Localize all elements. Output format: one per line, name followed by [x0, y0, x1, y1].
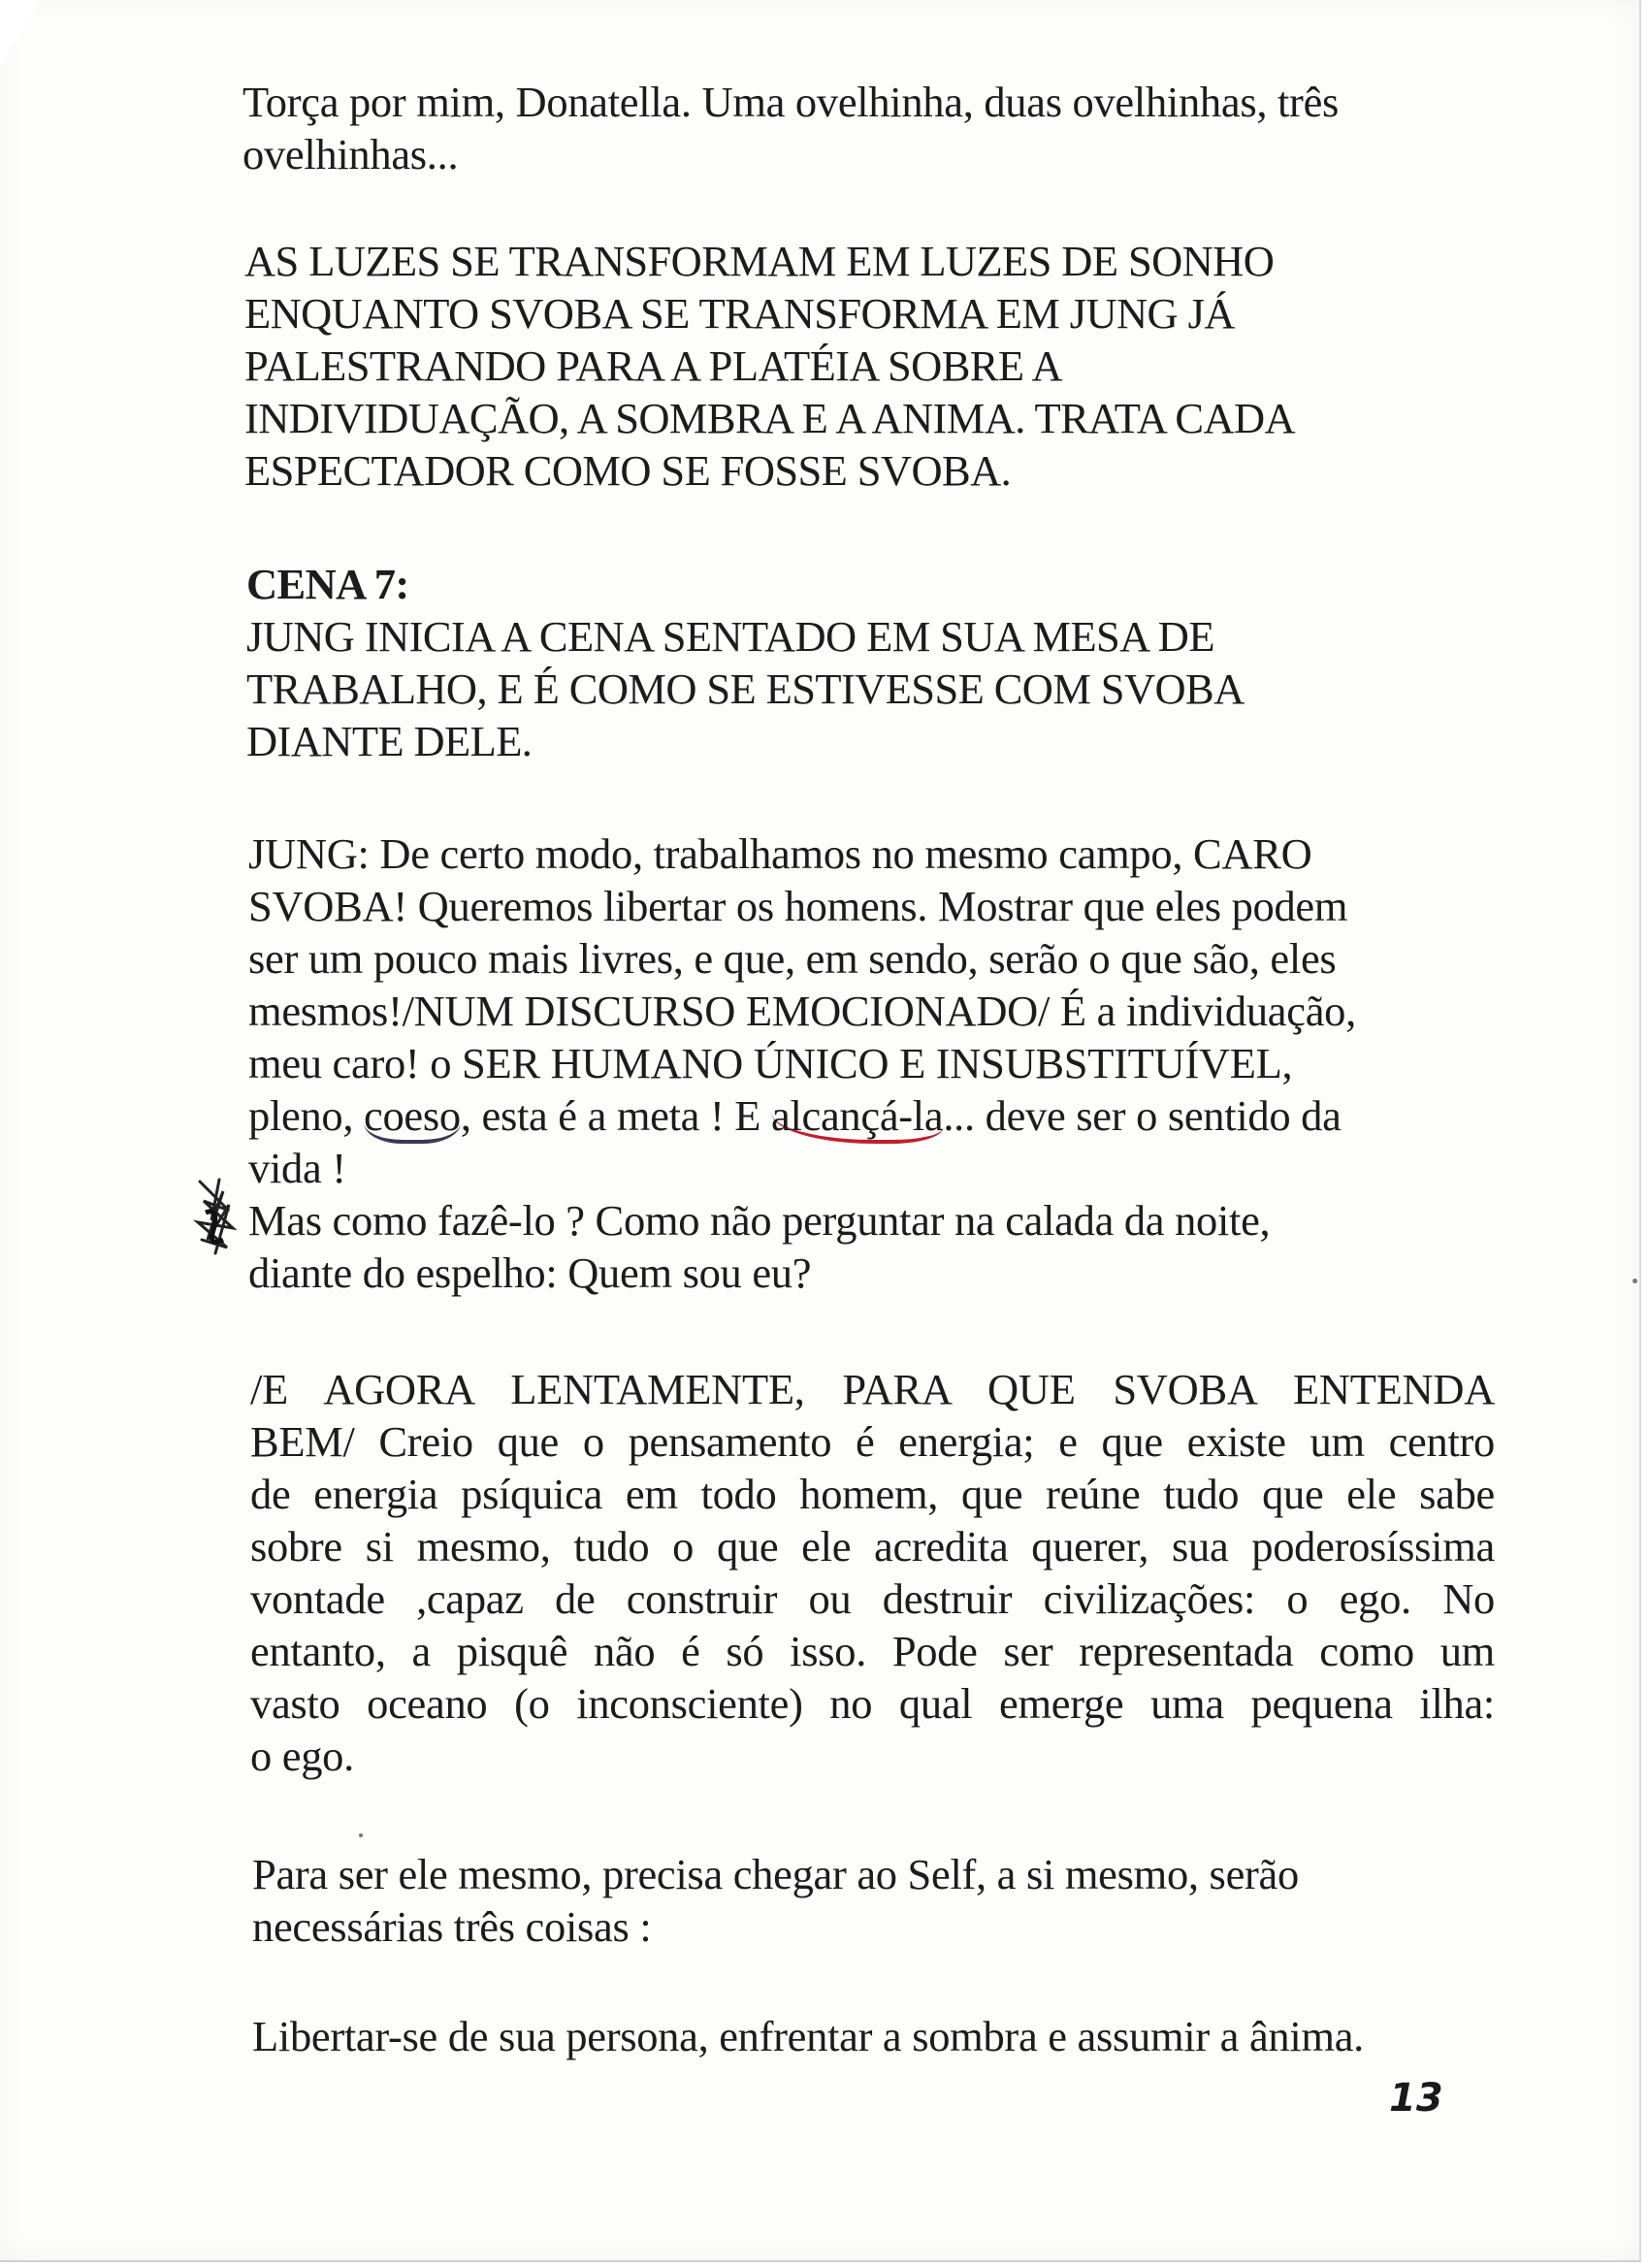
- text-line: AS LUZES SE TRANSFORMAM EM LUZES DE SONHO: [244, 237, 1275, 285]
- scene-title: CENA 7:: [246, 560, 409, 608]
- text-line: [248, 1089, 1356, 1142]
- text-line: mesmos!/NUM DISCURSO EMOCIONADO/ É a individuação,: [248, 987, 1356, 1035]
- text-line: SVOBA! Queremos libertar os homens. Mostrar que eles podem: [248, 882, 1348, 930]
- text-span: ... deve ser o sentido da: [943, 1091, 1342, 1140]
- text-line: TRABALHO, E É COMO SE ESTIVESSE COM SVOBA: [246, 664, 1245, 713]
- text-line: o ego.: [250, 1732, 354, 1780]
- text-line: /E AGORA LENTAMENTE, PARA QUE SVOBA ENTENDA: [250, 1365, 1495, 1413]
- text-line: ESPECTADOR COMO SE FOSSE SVOBA.: [244, 446, 1012, 495]
- text-line: INDIVIDUAÇÃO, A SOMBRA E A ANIMA. TRATA CADA: [244, 394, 1296, 442]
- text-line: de energia psíquica em todo homem, que reúne tudo que ele sabe: [250, 1470, 1495, 1518]
- text-line: necessárias três coisas :: [252, 1902, 652, 1951]
- text-span: pleno,: [248, 1091, 365, 1140]
- red-underlined-word: alcançá-la: [771, 1091, 943, 1144]
- pen-scribble-mark: [190, 1172, 248, 1265]
- lecture-paragraph: [250, 1363, 1495, 1782]
- text-line: Mas como fazê-lo ? Como não perguntar na calada da noite,: [248, 1196, 1271, 1245]
- text-line: DIANTE DELE.: [246, 717, 533, 765]
- self-paragraph: [252, 1848, 1299, 1953]
- text-line: sobre si mesmo, tudo o que ele acredita querer, sua poderosíssima: [250, 1522, 1495, 1571]
- paper-speck: [1633, 1279, 1637, 1283]
- underlined-word: coeso: [364, 1091, 461, 1144]
- text-line: JUNG: De certo modo, trabalhamos no mesmo campo, CARO: [248, 829, 1312, 878]
- jung-speech: [248, 827, 1356, 1299]
- text-line: meu caro! o SER HUMANO ÚNICO E INSUBSTITUÍVEL,: [248, 1039, 1293, 1087]
- text-line: Libertar-se de sua persona, enfrentar a sombra e assumir a ânima.: [252, 2012, 1364, 2060]
- opening-line: [242, 76, 1339, 180]
- closing-line: [252, 2010, 1364, 2062]
- stage-direction: [244, 235, 1295, 497]
- text-line: JUNG INICIA A CENA SENTADO EM SUA MESA DE: [246, 612, 1214, 661]
- paper-speck: [359, 1833, 363, 1837]
- text-line: ser um pouco mais livres, e que, em sendo, serão o que são, eles: [248, 934, 1337, 983]
- text-line: diante do espelho: Quem sou eu?: [248, 1248, 812, 1297]
- text-line: Para ser ele mesmo, precisa chegar ao Self, a si mesmo, serão: [252, 1850, 1299, 1898]
- text-line: Torça por mim, Donatella. Uma ovelhinha, duas ovelhinhas, três: [242, 78, 1340, 126]
- text-line: PALESTRANDO PARA A PLATÉIA SOBRE A: [244, 341, 1063, 390]
- text-line: BEM/ Creio que o pensamento é energia; e que existe um centro: [250, 1417, 1495, 1466]
- text-span: , esta é a meta ! E: [460, 1091, 772, 1140]
- text-line: entanto, a pisquê não é só isso. Pode ser representada como um: [250, 1627, 1495, 1675]
- text-line: ENQUANTO SVOBA SE TRANSFORMA EM JUNG JÁ: [244, 289, 1235, 338]
- scene-heading: [246, 558, 1245, 767]
- text-line: vida !: [248, 1144, 346, 1192]
- folded-corner: [0, 0, 41, 68]
- text-line: vasto oceano (o inconsciente) no qual emerge uma pequena ilha:: [250, 1679, 1495, 1728]
- page-number: 13: [1389, 2076, 1443, 2121]
- text-line: vontade ,capaz de construir ou destruir civilizações: o ego. No: [250, 1574, 1495, 1623]
- text-line: ovelhinhas...: [242, 130, 459, 178]
